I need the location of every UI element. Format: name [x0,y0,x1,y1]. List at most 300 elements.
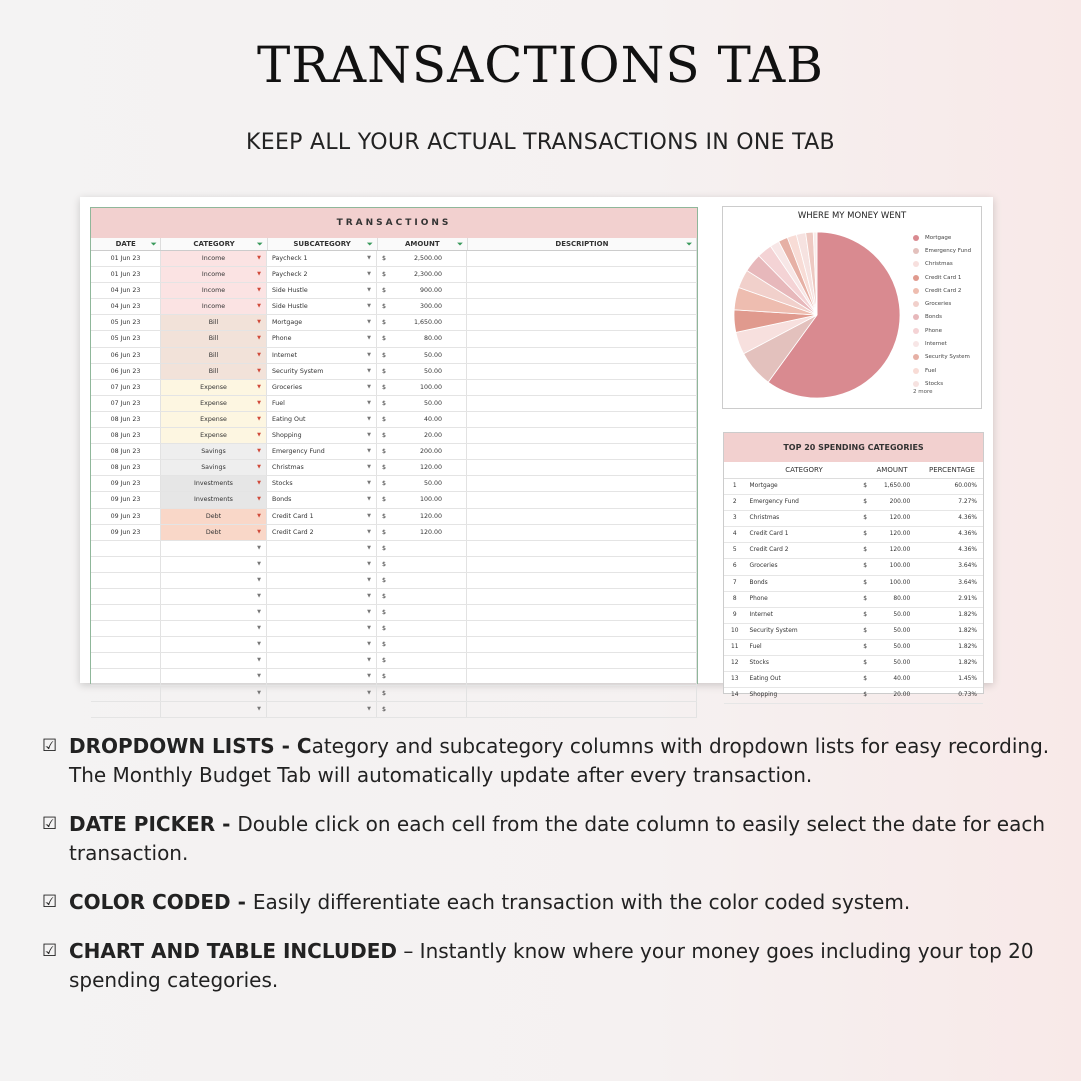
legend-item[interactable] [913,351,971,364]
top-percentage-cell: 4.36% [958,515,977,522]
dropdown-arrow-icon[interactable]: ▼ [257,625,261,632]
dropdown-arrow-icon[interactable]: ▼ [367,415,371,422]
filter-icon[interactable]: ⏷ [457,240,463,248]
amount-cell[interactable] [377,669,467,684]
date-cell[interactable]: 08 Jun 23 [91,460,161,475]
category-cell[interactable] [161,348,267,363]
legend-more[interactable]: 2 more [913,389,933,395]
dropdown-arrow-icon[interactable]: ▼ [257,512,261,519]
top-category-cell: Eating Out [749,676,781,683]
legend-dot-icon [913,288,919,294]
amount-cell[interactable] [377,348,467,363]
top-spending-title: TOP 20 SPENDING CATEGORIES [724,433,983,462]
legend-item[interactable] [913,284,971,297]
amount-cell[interactable] [377,637,467,652]
description-cell[interactable] [467,637,697,652]
dropdown-arrow-icon[interactable]: ▼ [257,592,261,599]
subcategory-cell[interactable] [267,396,377,411]
dropdown-arrow-icon[interactable]: ▼ [367,512,371,519]
subcategory-cell[interactable] [267,428,377,443]
description-cell[interactable] [467,380,697,395]
category-value: Expense [200,415,227,423]
dropdown-arrow-icon[interactable]: ▼ [257,560,261,567]
date-cell[interactable] [91,669,161,684]
legend-label: Fuel [925,367,937,374]
description-cell[interactable] [467,541,697,556]
col-date[interactable]: DATE ⏷ [91,238,161,250]
dropdown-arrow-icon[interactable]: ▼ [257,399,261,406]
description-cell[interactable] [467,444,697,459]
subcategory-cell[interactable] [267,557,377,572]
rank-cell: 3 [732,515,737,522]
subcategory-cell[interactable] [267,605,377,620]
rank-cell: 14 [731,692,739,699]
subcategory-cell[interactable] [267,331,377,346]
description-cell[interactable] [467,509,697,524]
date-cell[interactable]: 06 Jun 23 [91,364,161,379]
top-spending-row [724,656,983,672]
description-cell[interactable] [467,702,697,717]
check-icon: ☑ [42,892,58,912]
amount-cell[interactable] [377,686,467,701]
subcategory-cell[interactable] [267,267,377,282]
category-cell[interactable] [161,380,267,395]
category-cell[interactable] [161,267,267,282]
amount-cell[interactable] [377,476,467,491]
top-amount-value: 80.00 [893,595,911,602]
subcategory-cell[interactable] [267,283,377,298]
description-cell[interactable] [467,525,697,540]
feature-item [42,732,1062,790]
dropdown-arrow-icon[interactable]: ▼ [367,335,371,342]
top-amount-cell [859,479,918,494]
subcategory-cell[interactable] [267,348,377,363]
category-value: Investments [194,480,233,488]
page-subtitle: KEEP ALL YOUR ACTUAL TRANSACTIONS IN ONE TAB [246,130,835,155]
dropdown-arrow-icon[interactable]: ▼ [367,351,371,358]
dropdown-arrow-icon[interactable]: ▼ [257,641,261,648]
feature-list [42,732,1062,1015]
dropdown-arrow-icon[interactable]: ▼ [257,576,261,583]
date-cell[interactable]: 09 Jun 23 [91,509,161,524]
subcategory-cell[interactable] [267,364,377,379]
amount-cell[interactable] [377,283,467,298]
category-cell[interactable] [161,509,267,524]
date-cell[interactable]: 05 Jun 23 [91,315,161,330]
amount-cell[interactable] [377,509,467,524]
currency-symbol: $ [382,544,387,552]
currency-symbol: $ [382,576,387,584]
subcategory-cell[interactable] [267,525,377,540]
subcategory-cell[interactable] [267,621,377,636]
description-cell[interactable] [467,605,697,620]
subcategory-cell[interactable] [267,589,377,604]
top-category-cell: Emergency Fund [749,499,799,506]
legend-item[interactable] [913,311,971,324]
subcategory-cell[interactable] [267,509,377,524]
top-amount-value: 20.00 [893,692,911,699]
dropdown-arrow-icon[interactable]: ▼ [367,576,371,583]
table-row [91,492,697,508]
category-cell[interactable] [161,396,267,411]
top-spending-header [724,462,983,479]
date-cell[interactable]: 09 Jun 23 [91,492,161,507]
dropdown-arrow-icon[interactable]: ▼ [367,399,371,406]
subcategory-cell[interactable] [267,444,377,459]
dropdown-arrow-icon[interactable]: ▼ [257,705,261,712]
legend-item[interactable] [913,271,971,284]
top-amount-cell [859,624,918,639]
dropdown-arrow-icon[interactable]: ▼ [367,432,371,439]
filter-icon[interactable]: ⏷ [367,240,373,248]
top-amount-value: 50.00 [893,643,911,650]
date-cell[interactable] [91,653,161,668]
amount-value: 80.00 [423,335,442,343]
top-percentage-cell: 1.82% [958,643,977,650]
dropdown-arrow-icon[interactable]: ▼ [367,271,371,278]
subcategory-value: Groceries [272,383,303,391]
dropdown-arrow-icon[interactable]: ▼ [367,528,371,535]
col-amount[interactable]: AMOUNT ⏷ [378,238,468,250]
description-cell[interactable] [467,331,697,346]
category-cell[interactable] [161,605,267,620]
subcategory-cell[interactable] [267,702,377,717]
subcategory-cell[interactable] [267,460,377,475]
dropdown-arrow-icon[interactable]: ▼ [367,464,371,471]
amount-cell[interactable] [377,621,467,636]
dropdown-arrow-icon[interactable]: ▼ [257,528,261,535]
table-row [91,331,697,347]
description-cell[interactable] [467,251,697,266]
top-percentage-cell: 3.64% [958,563,977,570]
dropdown-arrow-icon[interactable]: ▼ [257,335,261,342]
category-cell[interactable] [161,573,267,588]
amount-cell[interactable] [377,460,467,475]
legend-dot-icon [913,314,919,320]
description-cell[interactable] [467,267,697,282]
description-cell[interactable] [467,589,697,604]
amount-cell[interactable] [377,267,467,282]
dropdown-arrow-icon[interactable]: ▼ [257,544,261,551]
legend-item[interactable] [913,324,971,337]
description-cell[interactable] [467,348,697,363]
subcategory-cell[interactable] [267,299,377,314]
category-cell[interactable] [161,653,267,668]
dropdown-arrow-icon[interactable]: ▼ [367,319,371,326]
col-subcategory[interactable]: SUBCATEGORY ⏷ [268,238,378,250]
legend-label: Credit Card 2 [925,287,962,294]
dropdown-arrow-icon[interactable]: ▼ [367,496,371,503]
category-cell[interactable] [161,331,267,346]
dropdown-arrow-icon[interactable]: ▼ [257,351,261,358]
description-cell[interactable] [467,315,697,330]
dropdown-arrow-icon[interactable]: ▼ [257,657,261,664]
feature-text [69,732,1062,790]
subcategory-value: Bonds [272,496,292,504]
category-cell[interactable] [161,669,267,684]
subcategory-cell[interactable] [267,476,377,491]
date-cell[interactable]: 04 Jun 23 [91,283,161,298]
dropdown-arrow-icon[interactable]: ▼ [257,609,261,616]
date-cell[interactable] [91,621,161,636]
currency-symbol: $ [863,692,868,699]
date-cell[interactable]: 08 Jun 23 [91,444,161,459]
amount-cell[interactable] [377,315,467,330]
col-category[interactable]: CATEGORY ⏷ [161,238,267,250]
subcategory-value: Internet [272,351,298,359]
category-cell[interactable] [161,476,267,491]
category-value: Income [201,271,226,279]
pie-chart [723,225,913,405]
subcategory-cell[interactable] [267,573,377,588]
rank-cell: 8 [732,595,737,602]
table-row [91,396,697,412]
top-category-cell: Credit Card 1 [749,531,789,538]
description-cell[interactable] [467,396,697,411]
transactions-table [90,207,698,713]
amount-cell[interactable] [377,653,467,668]
description-cell[interactable] [467,299,697,314]
subcategory-cell[interactable] [267,669,377,684]
rank-cell: 11 [731,643,739,650]
amount-value: 50.00 [423,351,442,359]
amount-cell[interactable] [377,573,467,588]
date-cell[interactable] [91,573,161,588]
amount-cell[interactable] [377,444,467,459]
date-cell[interactable]: 01 Jun 23 [91,251,161,266]
dropdown-arrow-icon[interactable]: ▼ [257,303,261,310]
feature-heading: DATE PICKER - [69,812,238,836]
dropdown-arrow-icon[interactable]: ▼ [257,383,261,390]
dropdown-arrow-icon[interactable]: ▼ [367,657,371,664]
category-cell[interactable] [161,283,267,298]
date-cell[interactable]: 08 Jun 23 [91,412,161,427]
date-cell[interactable] [91,557,161,572]
date-cell[interactable]: 05 Jun 23 [91,331,161,346]
top-percentage-cell: 3.64% [958,579,977,586]
amount-cell[interactable] [377,605,467,620]
date-cell[interactable] [91,605,161,620]
description-cell[interactable] [467,573,697,588]
date-cell[interactable] [91,589,161,604]
description-cell[interactable] [467,364,697,379]
amount-cell[interactable] [377,428,467,443]
amount-value: 2,500.00 [413,255,442,262]
top-spending-table [723,432,984,699]
dropdown-arrow-icon[interactable]: ▼ [367,673,371,680]
dropdown-arrow-icon[interactable]: ▼ [257,689,261,696]
category-cell[interactable] [161,315,267,330]
subcategory-cell[interactable] [267,686,377,701]
dropdown-arrow-icon[interactable]: ▼ [257,271,261,278]
currency-symbol: $ [382,592,387,600]
legend-label: Bonds [925,314,942,321]
dropdown-arrow-icon[interactable]: ▼ [367,367,371,374]
date-cell[interactable] [91,686,161,701]
dropdown-arrow-icon[interactable]: ▼ [367,544,371,551]
amount-cell[interactable] [377,364,467,379]
amount-cell[interactable] [377,702,467,717]
subcategory-cell[interactable] [267,251,377,266]
top-amount-value: 50.00 [893,660,911,667]
top-amount-cell [859,608,918,623]
date-cell[interactable] [91,541,161,556]
dropdown-arrow-icon[interactable]: ▼ [367,480,371,487]
legend-item[interactable] [913,244,971,257]
category-cell[interactable] [161,251,267,266]
description-cell[interactable] [467,557,697,572]
subcategory-cell[interactable] [267,412,377,427]
dropdown-arrow-icon[interactable]: ▼ [257,367,261,374]
amount-cell[interactable] [377,331,467,346]
description-cell[interactable] [467,686,697,701]
amount-cell[interactable] [377,412,467,427]
dropdown-arrow-icon[interactable]: ▼ [367,625,371,632]
category-cell[interactable] [161,412,267,427]
description-cell[interactable] [467,621,697,636]
dropdown-arrow-icon[interactable]: ▼ [257,673,261,680]
description-cell[interactable] [467,669,697,684]
legend-item[interactable] [913,258,971,271]
description-cell[interactable] [467,653,697,668]
description-cell[interactable] [467,476,697,491]
subcategory-value: Security System [272,367,324,375]
dropdown-arrow-icon[interactable]: ▼ [367,383,371,390]
subcategory-cell[interactable] [267,492,377,507]
subcategory-cell[interactable] [267,653,377,668]
category-cell[interactable] [161,492,267,507]
category-cell[interactable] [161,364,267,379]
description-cell[interactable] [467,428,697,443]
dropdown-arrow-icon[interactable]: ▼ [367,560,371,567]
top-percentage-cell: 2.91% [958,595,977,602]
category-cell[interactable] [161,299,267,314]
dropdown-arrow-icon[interactable]: ▼ [257,319,261,326]
col-description[interactable]: DESCRIPTION ⏷ [468,238,697,250]
date-cell[interactable]: 09 Jun 23 [91,476,161,491]
dropdown-arrow-icon[interactable]: ▼ [367,705,371,712]
category-cell[interactable] [161,702,267,717]
subcategory-cell[interactable] [267,637,377,652]
rank-cell: 2 [732,499,737,506]
date-cell[interactable]: 01 Jun 23 [91,267,161,282]
category-cell[interactable] [161,621,267,636]
legend-item[interactable] [913,297,971,310]
description-cell[interactable] [467,283,697,298]
subcategory-cell[interactable] [267,541,377,556]
table-row [91,428,697,444]
amount-cell[interactable] [377,557,467,572]
category-cell[interactable] [161,589,267,604]
dropdown-arrow-icon[interactable]: ▼ [367,255,371,261]
description-cell[interactable] [467,492,697,507]
date-cell[interactable] [91,637,161,652]
amount-cell[interactable] [377,380,467,395]
table-row [91,444,697,460]
date-cell[interactable]: 07 Jun 23 [91,380,161,395]
feature-heading: COLOR CODED - [69,890,253,914]
dropdown-arrow-icon[interactable]: ▼ [257,432,261,439]
currency-symbol: $ [382,271,387,279]
transactions-title: TRANSACTIONS [91,208,697,238]
legend-label: Mortgage [925,234,952,241]
top-category-cell: Internet [749,611,773,618]
category-cell[interactable] [161,460,267,475]
amount-cell[interactable] [377,525,467,540]
category-value: Savings [201,464,226,472]
dropdown-arrow-icon[interactable]: ▼ [367,641,371,648]
category-cell[interactable] [161,541,267,556]
top-amount-value: 50.00 [893,627,911,634]
dropdown-arrow-icon[interactable]: ▼ [257,448,261,455]
description-cell[interactable] [467,460,697,475]
dropdown-arrow-icon[interactable]: ▼ [367,287,371,294]
dropdown-arrow-icon[interactable]: ▼ [367,609,371,616]
amount-cell[interactable] [377,492,467,507]
category-cell[interactable] [161,444,267,459]
subcategory-value: Emergency Fund [272,448,325,456]
legend-item[interactable] [913,364,971,377]
subcategory-value: Credit Card 1 [272,512,314,520]
dropdown-arrow-icon[interactable]: ▼ [367,689,371,696]
subcategory-cell[interactable] [267,315,377,330]
dropdown-arrow-icon[interactable]: ▼ [367,303,371,310]
legend-item[interactable] [913,231,971,244]
dropdown-arrow-icon[interactable]: ▼ [367,448,371,455]
filter-icon[interactable]: ⏷ [150,240,157,248]
category-cell[interactable] [161,428,267,443]
category-cell[interactable] [161,525,267,540]
date-cell[interactable]: 06 Jun 23 [91,348,161,363]
filter-icon[interactable]: ⏷ [686,240,692,248]
top-amount-value: 120.00 [889,531,911,538]
currency-symbol: $ [382,609,387,617]
table-row [91,460,697,476]
date-cell[interactable]: 08 Jun 23 [91,428,161,443]
dropdown-arrow-icon[interactable]: ▼ [257,496,261,503]
dropdown-arrow-icon[interactable]: ▼ [257,464,261,471]
amount-cell[interactable] [377,589,467,604]
legend-item[interactable] [913,337,971,350]
dropdown-arrow-icon[interactable]: ▼ [257,287,261,294]
category-cell[interactable] [161,637,267,652]
currency-symbol: $ [382,432,387,440]
category-cell[interactable] [161,686,267,701]
dropdown-arrow-icon[interactable]: ▼ [367,592,371,599]
amount-cell[interactable] [377,299,467,314]
table-row [91,348,697,364]
amount-cell[interactable] [377,396,467,411]
feature-text [69,888,910,917]
subcategory-cell[interactable] [267,380,377,395]
date-cell[interactable]: 09 Jun 23 [91,525,161,540]
top-amount-cell [859,576,918,591]
amount-cell[interactable] [377,251,467,266]
amount-cell[interactable] [377,541,467,556]
date-cell[interactable]: 04 Jun 23 [91,299,161,314]
top-spending-row [724,495,983,511]
date-cell[interactable]: 07 Jun 23 [91,396,161,411]
amount-value: 20.00 [423,432,442,440]
dropdown-arrow-icon[interactable]: ▼ [257,415,261,422]
dropdown-arrow-icon[interactable]: ▼ [257,480,261,487]
description-cell[interactable] [467,412,697,427]
top-spending-row [724,543,983,559]
filter-icon[interactable]: ⏷ [256,240,263,248]
category-cell[interactable] [161,557,267,572]
date-cell[interactable] [91,702,161,717]
dropdown-arrow-icon[interactable]: ▼ [257,255,261,261]
